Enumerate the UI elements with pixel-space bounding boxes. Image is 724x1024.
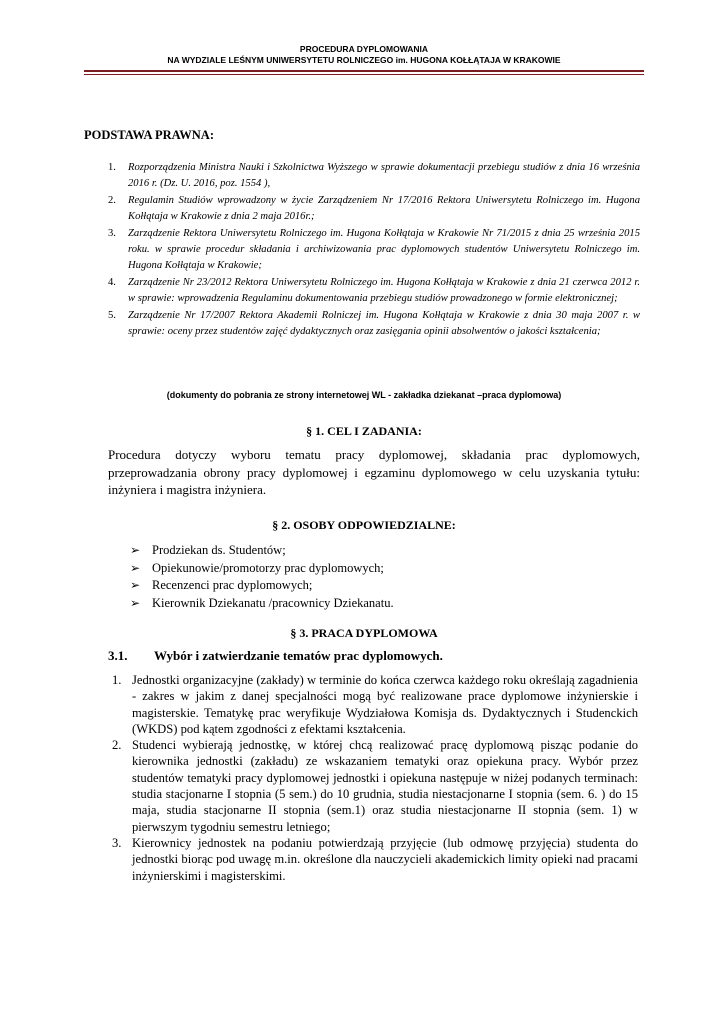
list-item: ➢ Kierownik Dziekanatu /pracownicy Dziekanatu. — [130, 595, 394, 613]
list-item: 5. Zarządzenie Nr 17/2007 Rektora Akademii Rolniczej im. Hugona Kołłątaja w Krakowie z dnia 30 maja 2007 r. w sprawie: oceny przez studentów zajęć dydaktycznych oraz zasięgania opinii absolwentów o jakości kształcenia; — [108, 308, 640, 341]
arrow-bullet-icon: ➢ — [130, 595, 141, 610]
list-item: ➢ Prodziekan ds. Studentów; — [130, 542, 394, 560]
procedure-list — [108, 672, 638, 884]
arrow-bullet-icon: ➢ — [130, 543, 141, 557]
section-1-text: Procedura dotyczy wyboru tematu pracy dyplomowej, składania prac dyplomowych, przeprowadzania obrony pracy dyplomowej i egzaminu dyplomowego w celu uzyskania tytułu: inżyniera i magistra inżyniera. — [108, 447, 640, 497]
list-item: 2. Studenci wybierają jednostkę, w której chcą realizować pracę dyplomową pisząc podanie do kierownika jednostki (zakładu) ze wskazaniem tematyki oraz opiekuna pracy. Wybór przez studentów tematyki pracy dyplomowej jednostki i opiekuna następuje w niżej podanych terminach: studia stacjonarne I stopnia (5 sem.) do 10 grudnia, studia niestacjonarne I stopnia (sem. 6. ) do 15 maja, studia stacjonarne II stopnia (sem.1) oraz studia niestacjonarne II stopnia (sem. 1) w pierwszym tygodniu semestru letniego; — [112, 738, 638, 834]
section-3-heading: § 3. PRACA DYPLOMOWA — [290, 626, 438, 640]
arrow-bullet-icon: ➢ — [130, 560, 141, 575]
list-item: 1. Rozporządzenia Ministra Nauki i Szkolnictwa Wyższego w sprawie dokumentacji przebiegu studiów z dnia 16 września 2016 r. (Dz. U. 2016, poz. 1554 ), — [108, 160, 640, 193]
subsection-title: Wybór i zatwierdzanie tematów prac dyplomowych. — [154, 648, 443, 663]
list-item-text: Zarządzenie Nr 17/2007 Rektora Akademii Rolniczej im. Hugona Kołłątaja w Krakowie z dnia 30 maja 2007 r. w sprawie: oceny przez studentów zajęć dydaktycznych oraz zasięgania opinii absolwentów o jakości kształcenia; — [128, 309, 640, 338]
arrow-bullet-icon: ➢ — [130, 578, 141, 592]
legal-basis-list — [108, 160, 640, 340]
download-note: (dokumenty do pobrania ze strony internetowej WL - zakładka dziekanat –praca dyplomowa) — [166, 390, 562, 400]
list-item: 3. Kierownicy jednostek na podaniu potwierdzają przyjęcie (lub odmowę przyjęcia) studenta do jednostki biorąc pod uwagę m.in. określone dla nauczycieli akademickich limity opieki nad pracami inżynierskimi i magisterskimi. — [112, 835, 638, 883]
list-item-text: Zarządzenie Rektora Uniwersytetu Rolniczego im. Hugona Kołłątaja w Krakowie Nr 71/2015 z dnia 25 września 2015 roku. w sprawie procedur składania i archiwizowania prac dyplomowych studentów Uniwersytetu Rolniczego im. Hugona Kołłątaja w Krakowie; — [128, 227, 640, 272]
header-divider-thin — [84, 74, 644, 75]
list-item: 2. Regulamin Studiów wprowadzony w życie Zarządzeniem Nr 17/2016 Rektora Uniwersytetu Rolniczego im. Hugona Kołłątaja w Krakowie z dnia 2 maja 2016r.; — [108, 193, 640, 226]
list-item-text: Rozporządzenia Ministra Nauki i Szkolnictwa Wyższego w sprawie dokumentacji przebiegu studiów z dnia 16 września 2016 r. (Dz. U. 2016, poz. 1554 ), — [128, 162, 640, 190]
header-title: PROCEDURA DYPLOMOWANIA — [299, 44, 429, 54]
list-item-text: Studenci wybierają jednostkę, w której chcą realizować pracę dyplomową pisząc podanie do kierownika jednostki (zakładu) ze wskazaniem tematyki oraz opiekuna pracy. Wybór przez studentów tematyki pracy dyplomowej jednostki i opiekuna następuje w niżej podanych terminach: studia stacjonarne I stopnia (5 sem.) do 10 grudnia, studia niestacjonarne I stopnia (sem. 6. ) do 15 maja, studia stacjonarne II stopnia (sem.1) oraz studia niestacjonarne II stopnia (sem. 1) w pierwszym tygodniu semestru letniego; — [132, 738, 638, 834]
subsection-number: 3.1. — [108, 648, 128, 663]
list-item-text: Zarządzenie Nr 23/2012 Rektora Uniwersytetu Rolniczego im. Hugona Kołłątaja w Krakowie z dnia 21 czerwca 2012 r. w sprawie: wprowadzenia Regulaminu dokumentowania przebiegu studiów prowadzonego w formie elektronicznej; — [128, 276, 640, 305]
list-item: ➢ Recenzenci prac dyplomowych; — [130, 577, 394, 595]
list-item: 3. Zarządzenie Rektora Uniwersytetu Rolniczego im. Hugona Kołłątaja w Krakowie Nr 71/2015 z dnia 25 września 2015 roku. w sprawie procedur składania i archiwizowania prac dyplomowych studentów Uniwersytetu Rolniczego im. Hugona Kołłątaja w Krakowie; — [108, 226, 640, 275]
list-item-text: Jednostki organizacyjne (zakłady) w terminie do końca czerwca każdego roku określają zagadnienia - zakres w jakim z danej specjalności mogą być realizowane prace dyplomowe inżynierskie i magisterskie. Tematykę prac weryfikuje Wydziałowa Komisja ds. Dydaktycznych i Studenckich (WKDS) pod kątem zgodności z efektami kształcenia. — [132, 673, 638, 736]
page-header — [84, 44, 644, 66]
section-2-heading: § 2. OSOBY ODPOWIEDZIALNE: — [272, 518, 456, 532]
legal-basis-heading: PODSTAWA PRAWNA: — [84, 128, 214, 142]
header-divider — [84, 70, 644, 72]
section-1-heading: § 1. CEL I ZADANIA: — [306, 424, 422, 438]
list-item-text: Kierownicy jednostek na podaniu potwierdzają przyjęcie (lub odmowę przyjęcia) studenta do jednostki biorąc pod uwagę m.in. określone dla nauczycieli akademickich limity opieki nad pracami inżynierskimi i magisterskimi. — [132, 835, 638, 883]
list-item: ➢ Opiekunowie/promotorzy prac dyplomowych; — [130, 560, 394, 578]
list-item: 4. Zarządzenie Nr 23/2012 Rektora Uniwersytetu Rolniczego im. Hugona Kołłątaja w Krakowie z dnia 21 czerwca 2012 r. w sprawie: wprowadzenia Regulaminu dokumentowania przebiegu studiów prowadzonego w formie elektronicznej; — [108, 275, 640, 308]
header-subtitle: NA WYDZIALE LEŚNYM UNIWERSYTETU ROLNICZEGO im. HUGONA KOŁŁĄTAJA W KRAKOWIE — [167, 55, 561, 65]
subsection-heading — [108, 648, 443, 664]
list-item: 1. Jednostki organizacyjne (zakłady) w terminie do końca czerwca każdego roku określają zagadnienia - zakres w jakim z danej specjalności mogą być realizowane prace dyplomowe inżynierskie i magisterskie. Tematykę prac weryfikuje Wydziałowa Komisja ds. Dydaktycznych i Studenckich (WKDS) pod kątem zgodności z efektami kształcenia. — [112, 673, 638, 736]
responsible-persons-list — [130, 542, 394, 612]
list-item-text: Regulamin Studiów wprowadzony w życie Zarządzeniem Nr 17/2016 Rektora Uniwersytetu Rolniczego im. Hugona Kołłątaja w Krakowie z dnia 2 maja 2016r.; — [128, 194, 640, 223]
